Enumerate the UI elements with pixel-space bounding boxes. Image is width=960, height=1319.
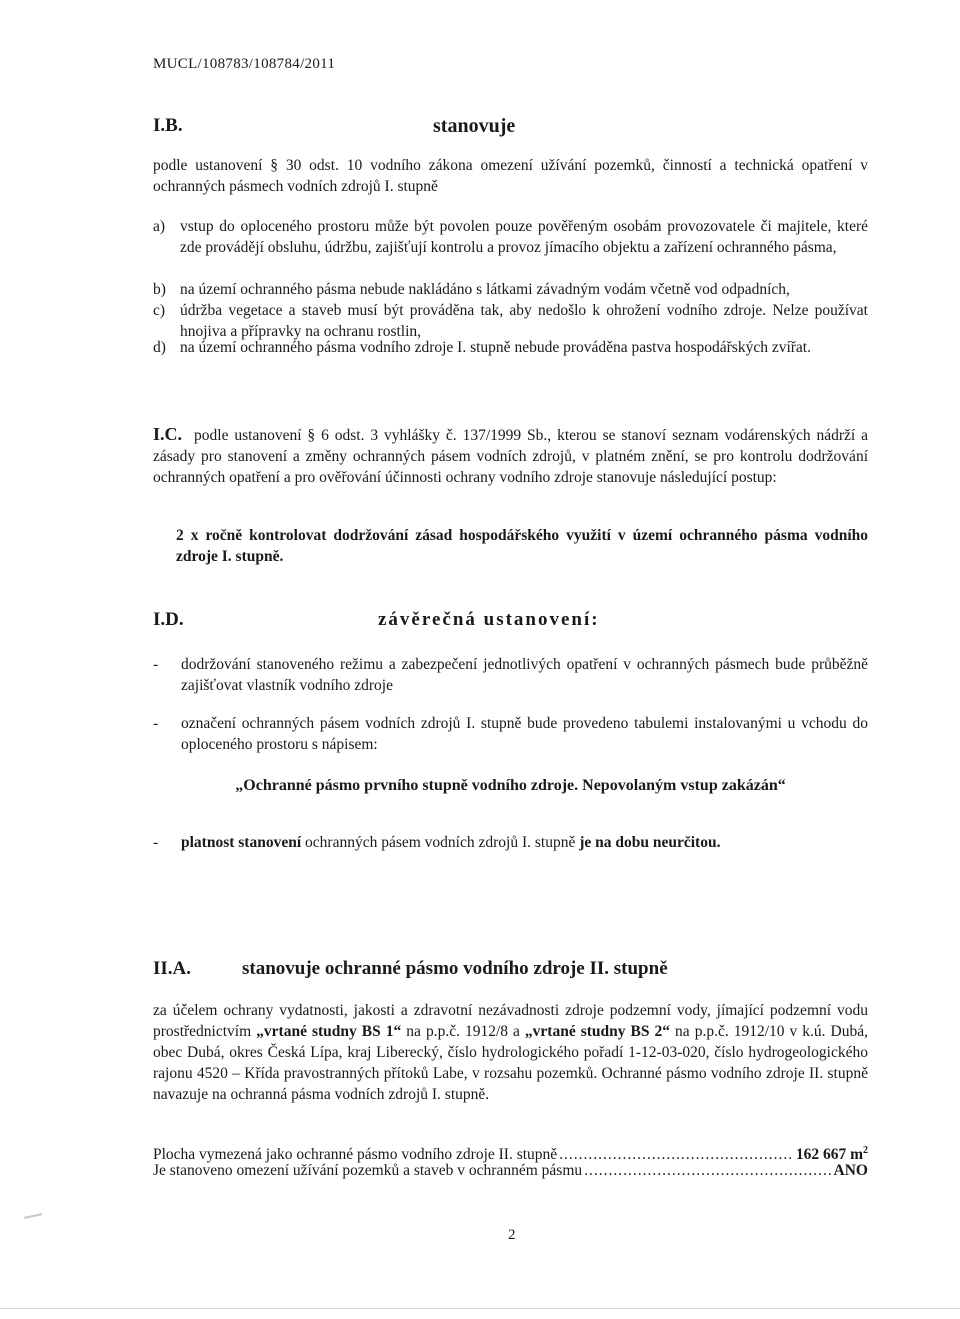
restriction-row — [153, 1160, 868, 1181]
section-ic-paragraph — [153, 424, 868, 488]
list-item-d — [153, 337, 868, 358]
sign-inscription: „Ochranné pásmo prvního stupně vodního zdroje. Nepovolaným vstup zakázán“ — [235, 777, 786, 794]
iia-text-2: na p.p.č. 1912/8 a — [401, 1023, 525, 1040]
dash-marker: - — [153, 656, 159, 673]
list-item-a — [153, 216, 868, 258]
section-iia-number: II.A. — [153, 958, 192, 979]
well-bs2: „vrtané studny BS 2“ — [524, 1023, 671, 1040]
validity-bold-lead: platnost stanovení — [181, 834, 302, 851]
section-id-title: závěrečná ustanovení: — [378, 609, 600, 630]
restriction-value: ANO — [833, 1162, 868, 1179]
area-label: Plocha vymezená jako ochranné pásmo vodního zdroje II. stupně — [153, 1146, 558, 1164]
section-iia-title: stanovuje ochranné pásmo vodního zdroje II. stupně — [242, 958, 668, 979]
dash-item-maintenance — [153, 654, 868, 696]
iia-text-3: na p.p.č. 1912/10 v k.ú. Dubá, obec Dubá, okres Česká Lípa, kraj Liberecký, číslo hydrologického pořadí 1-12-03-020, číslo hydrogeologického rajonu 4520 – Křída pravostranných přítoků Labe, v rozsahu pozemků. Ochranné pásmo vodního zdroje II. stupně navazuje na ochranná pásma vodních zdrojů I. stupně. — [153, 1023, 869, 1103]
list-item-c — [153, 300, 868, 342]
section-ic-number: I.C. — [153, 424, 183, 444]
list-marker: c) — [153, 302, 166, 319]
well-bs1: „vrtané studny BS 1“ — [256, 1023, 402, 1040]
section-ic-text: podle ustanovení § 6 odst. 3 vyhlášky č. 137/1999 Sb., kterou se stanoví seznam vodárenských nádrží a zásady pro stanovení a změny ochranných pásem vodních zdrojů, v platném znění, se pro kontrolu dodržování ochranných opatření a pro ověřování účinnosti ochrany vodního zdroje stanovuje následující postup: — [153, 427, 868, 486]
list-text: na území ochranného pásma vodního zdroje I. stupně nebude prováděna pastva hospodářských zvířat. — [180, 339, 811, 356]
restriction-label: Je stanoveno omezení užívání pozemků a staveb v ochranném pásmu — [153, 1162, 583, 1179]
dash-item-signage — [153, 713, 868, 755]
list-marker: a) — [153, 218, 166, 235]
section-ib-intro: podle ustanovení § 30 odst. 10 vodního zákona omezení užívání pozemků, činností a technická opatření v ochranných pásmech vodních zdrojů I. stupně — [153, 157, 868, 195]
scan-edge-line — [0, 1308, 960, 1309]
section-iia-paragraph — [153, 1000, 868, 1105]
dash-text: dodržování stanoveného režimu a zabezpečení jednotlivých opatření v ochranných pásmech bude průběžně zajišťovat vlastník vodního zdroje — [181, 656, 868, 694]
document-reference: MUCL/108783/108784/2011 — [153, 56, 336, 72]
section-ic-bold-instruction: 2 x ročně kontrolovat dodržování zásad hospodářského využití v území ochranného pásma vodního zdroje I. stupně. — [176, 527, 868, 565]
list-marker: b) — [153, 281, 166, 298]
validity-bold-end: je na dobu neurčitou. — [579, 834, 721, 851]
dash-text — [181, 832, 868, 853]
iia-text-1: za účelem ochrany vydatnosti, jakosti a zdravotní nezávadnosti zdroje podzemní vody, jímající podzemní vodu prostřednictvím — [153, 1002, 868, 1040]
list-item-b — [153, 279, 868, 300]
validity-middle: ochranných pásem vodních zdrojů I. stupně — [301, 834, 580, 851]
list-text: údržba vegetace a staveb musí být prováděna tak, aby nedošlo k ohrožení vodního zdroje. Nelze používat hnojiva a přípravky na ochranu rostlin, — [180, 302, 868, 340]
list-marker: d) — [153, 339, 166, 356]
section-ib-title: stanovuje — [433, 115, 516, 137]
page-number: 2 — [508, 1227, 516, 1243]
dash-item-validity — [153, 832, 868, 853]
area-unit-exponent: 2 — [863, 1145, 868, 1156]
section-ib-number: I.B. — [153, 115, 183, 136]
list-text: vstup do oploceného prostoru může být povolen pouze pověřeným osobám provozovatele či majitele, které zde provádějí obsluhu, údržbu, zajišťují kontrolu a provoz jímacího objektu a zařízení ochranného pásma, — [180, 218, 868, 256]
section-id-number: I.D. — [153, 609, 184, 630]
list-text: na území ochranného pásma nebude nakládáno s látkami závadným vodám včetně vod odpadních, — [180, 281, 790, 298]
dash-text: označení ochranných pásem vodních zdrojů I. stupně bude provedeno tabulemi instalovanými u vchodu do oploceného prostoru s nápisem: — [181, 715, 868, 753]
area-number: 162 667 m — [795, 1146, 863, 1164]
dash-marker: - — [153, 834, 159, 851]
dash-marker: - — [153, 715, 159, 732]
leader-dots — [584, 1160, 831, 1181]
scan-artifact — [24, 1213, 42, 1219]
